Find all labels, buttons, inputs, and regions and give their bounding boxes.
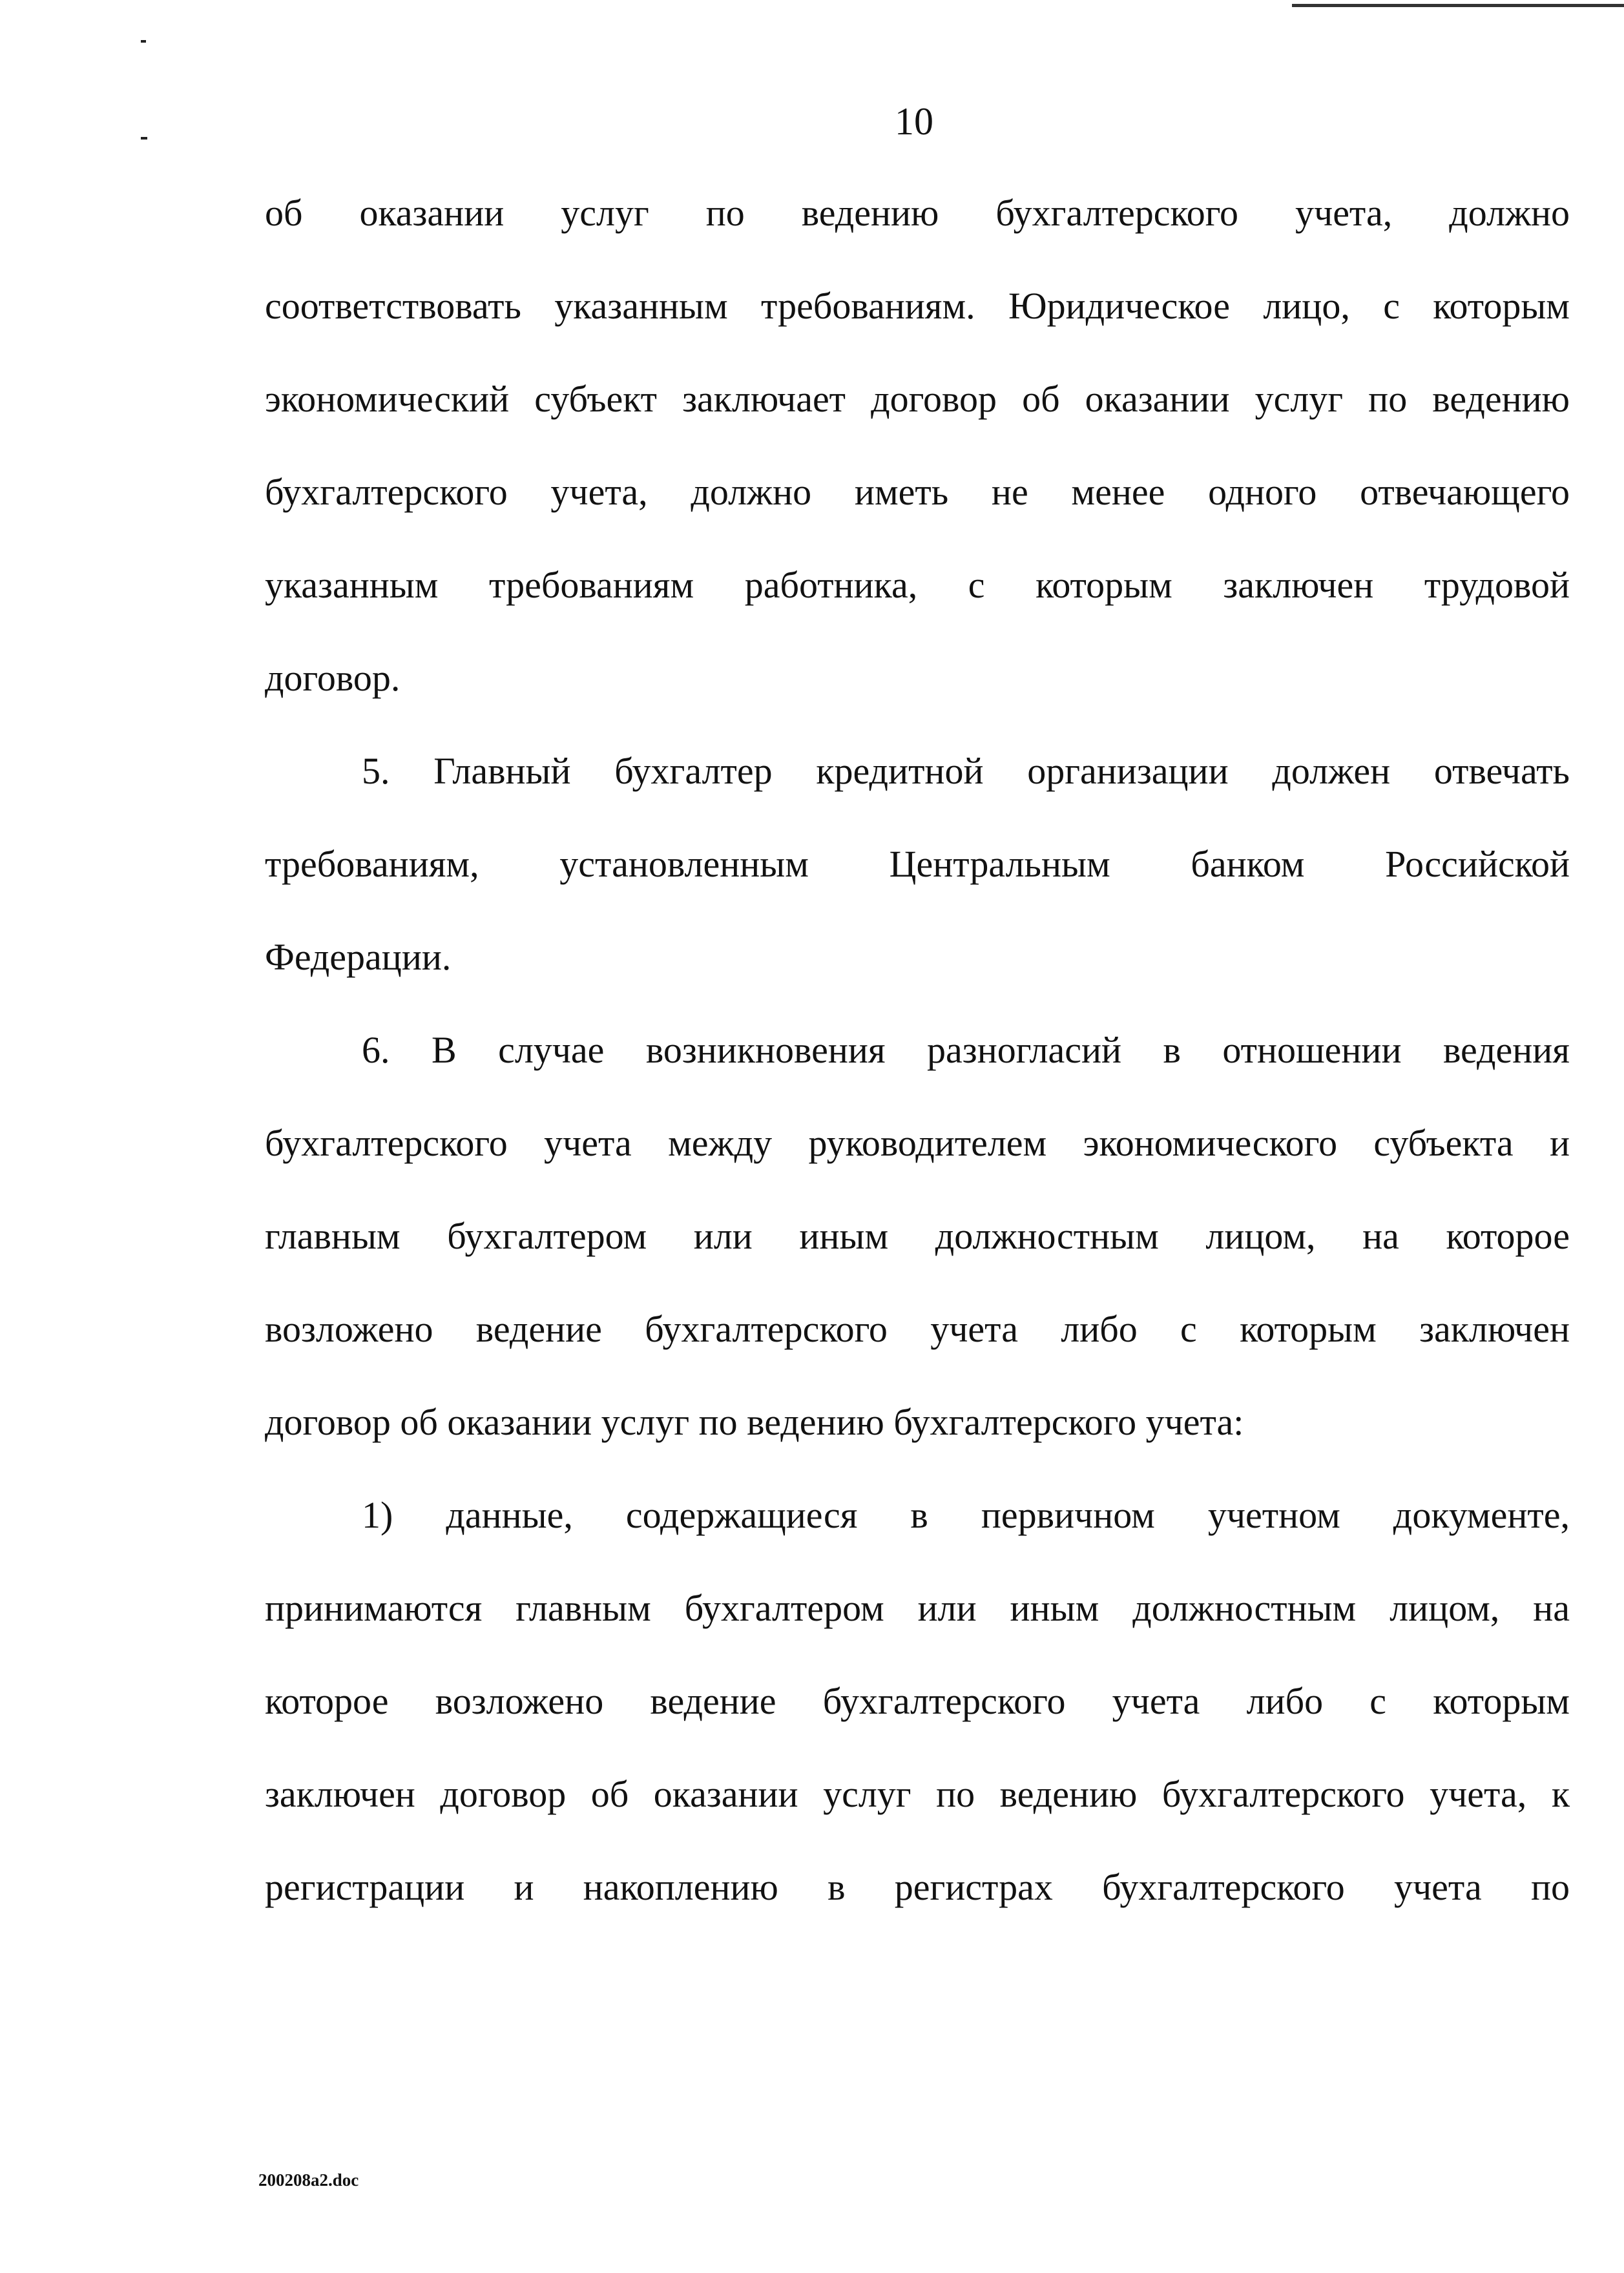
document-body xyxy=(265,184,1570,1951)
text-line: заключен договор об оказании услуг по ведению бухгалтерского учета, к xyxy=(265,1773,1570,1815)
text-line: главным бухгалтером или иным должностным лицом, на которое xyxy=(265,1215,1570,1257)
text-line: бухгалтерского учета, должно иметь не менее одного отвечающего xyxy=(265,471,1570,513)
text-line: бухгалтерского учета между руководителем экономического субъекта и xyxy=(265,1122,1570,1164)
text-line: соответствовать указанным требованиям. Юридическое лицо, с которым xyxy=(265,285,1570,327)
scan-speck xyxy=(141,40,146,43)
text-line: которое возложено ведение бухгалтерского учета либо с которым xyxy=(265,1680,1570,1722)
text-line: договор об оказании услуг по ведению бухгалтерского учета: xyxy=(265,1401,1244,1443)
text-line: указанным требованиям работника, с которым заключен трудовой xyxy=(265,564,1570,606)
text-line: договор. xyxy=(265,657,401,699)
text-line: регистрации и накоплению в регистрах бухгалтерского учета по xyxy=(265,1866,1570,1908)
text-line: принимаются главным бухгалтером или иным должностным лицом, на xyxy=(265,1587,1570,1629)
text-line: 6. В случае возникновения разногласий в отношении ведения xyxy=(362,1029,1570,1071)
file-name-footer: 200208a2.doc xyxy=(258,2170,359,2190)
text-line: возложено ведение бухгалтерского учета либо с которым заключен xyxy=(265,1308,1570,1350)
text-line: Федерации. xyxy=(265,936,452,978)
text-line: экономический субъект заключает договор об оказании услуг по ведению xyxy=(265,378,1570,420)
text-line: 5. Главный бухгалтер кредитной организации должен отвечать xyxy=(362,750,1570,792)
text-line: 1) данные, содержащиеся в первичном учетном документе, xyxy=(362,1494,1570,1536)
page-number: 10 xyxy=(895,100,933,143)
text-line: об оказании услуг по ведению бухгалтерского учета, должно xyxy=(265,192,1570,234)
scan-top-rule xyxy=(1292,4,1624,7)
text-line: требованиям, установленным Центральным банком Российской xyxy=(265,843,1570,885)
